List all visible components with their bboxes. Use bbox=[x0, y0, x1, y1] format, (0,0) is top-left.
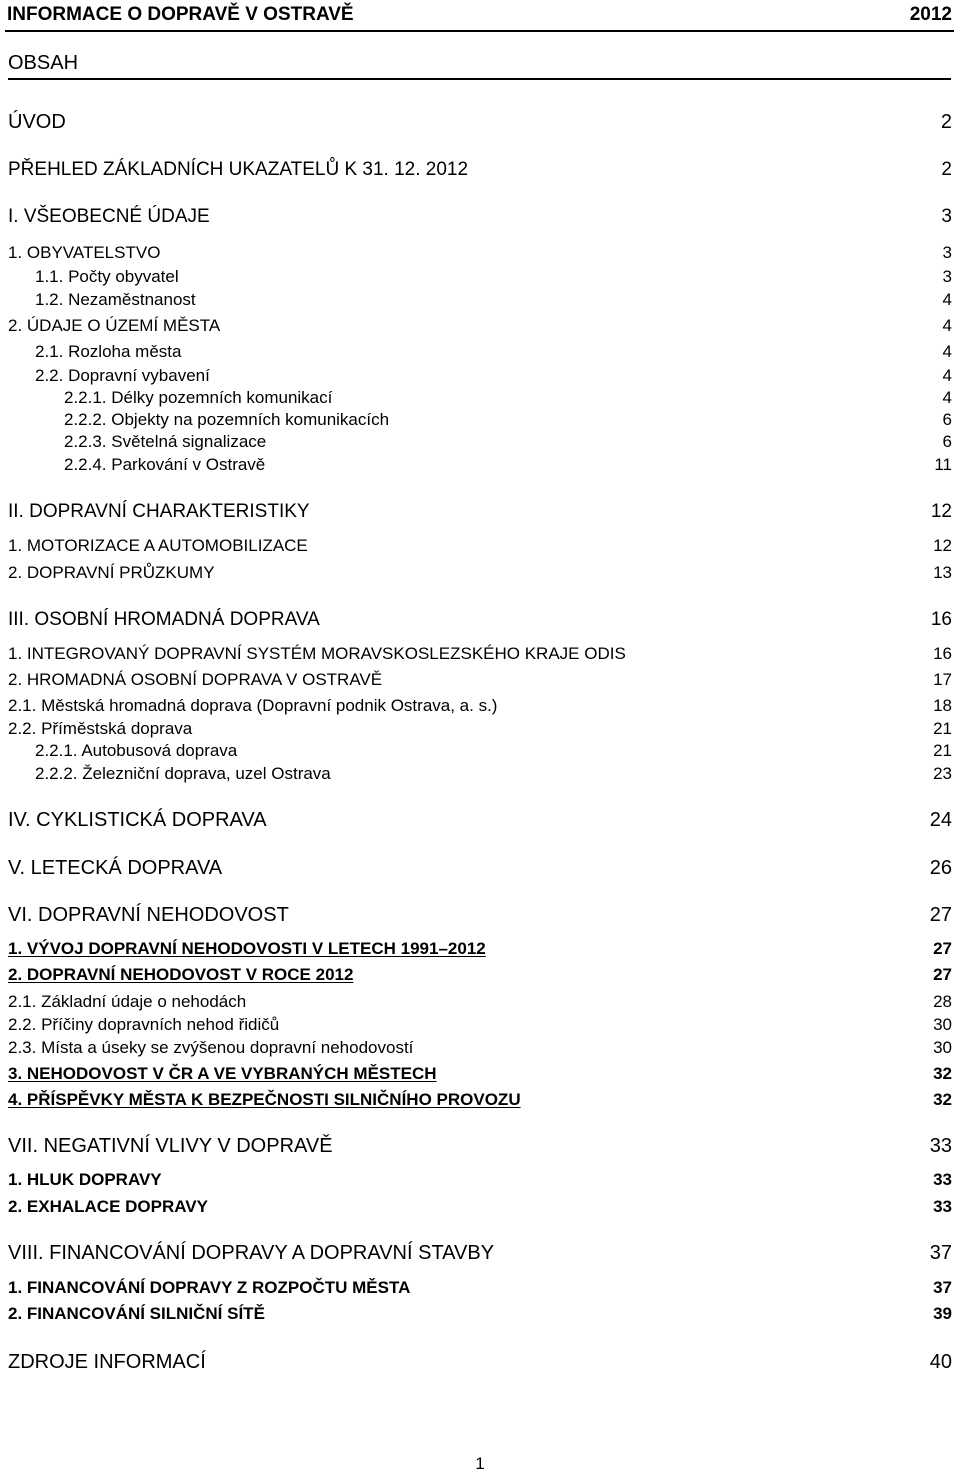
toc-entry-page: 28 bbox=[933, 992, 952, 1011]
toc-entry-page: 32 bbox=[933, 1090, 952, 1109]
toc-entry-page: 16 bbox=[933, 644, 952, 663]
toc-entry bbox=[64, 389, 952, 410]
toc-entry-label: 2.2.4. Parkování v Ostravě bbox=[64, 455, 266, 474]
toc-entry-label: 2. DOPRAVNÍ PRŮZKUMY bbox=[8, 563, 215, 582]
toc-entry-page: 21 bbox=[933, 741, 952, 760]
toc-entry-page: 21 bbox=[933, 719, 952, 738]
toc-entry-label: VIII. FINANCOVÁNÍ DOPRAVY A DOPRAVNÍ STAVBY bbox=[8, 1242, 495, 1264]
toc-entry-label: 2. HROMADNÁ OSOBNÍ DOPRAVA V OSTRAVĚ bbox=[8, 670, 383, 689]
toc-entry-label: ÚVOD bbox=[8, 111, 66, 133]
toc-entry bbox=[8, 966, 952, 987]
toc-entry bbox=[8, 564, 952, 585]
toc-entry-page: 11 bbox=[934, 455, 952, 474]
toc-entry-page: 4 bbox=[942, 366, 952, 385]
toc-entry bbox=[35, 742, 952, 763]
toc-entry-page: 13 bbox=[933, 563, 952, 582]
toc-entry-label: 1. VÝVOJ DOPRAVNÍ NEHODOVOSTI V LETECH 1991–2012 bbox=[8, 939, 486, 958]
toc-entry bbox=[8, 537, 952, 558]
toc-entry bbox=[8, 160, 952, 183]
toc-entry-page: 40 bbox=[929, 1351, 952, 1373]
page-number: 1 bbox=[475, 1454, 485, 1473]
toc-entry bbox=[64, 411, 952, 432]
toc-entry bbox=[8, 720, 952, 741]
toc-entry-label: 4. PŘÍSPĚVKY MĚSTA K BEZPEČNOSTI SILNIČNÍHO PROVOZU bbox=[8, 1090, 521, 1109]
toc-entry-page: 18 bbox=[933, 696, 952, 715]
toc-entry bbox=[8, 1065, 952, 1086]
toc-entry-page: 32 bbox=[933, 1064, 952, 1083]
toc-entry bbox=[35, 343, 952, 364]
toc-entry bbox=[8, 112, 952, 136]
toc-entry bbox=[8, 244, 952, 265]
toc-entry-page: 6 bbox=[942, 410, 952, 429]
toc-entry-page: 37 bbox=[929, 1242, 952, 1264]
toc-entry-label: 1. MOTORIZACE A AUTOMOBILIZACE bbox=[8, 536, 308, 555]
toc-entry-page: 27 bbox=[933, 939, 952, 958]
toc-entry-page: 33 bbox=[929, 1135, 952, 1157]
toc-entry bbox=[8, 810, 952, 834]
toc-entry-page: 39 bbox=[933, 1304, 952, 1323]
toc-entry bbox=[8, 610, 952, 633]
toc-entry-page: 26 bbox=[929, 857, 952, 879]
toc-entry-label: 2.2. Příměstská doprava bbox=[8, 719, 193, 738]
toc-entry-page: 27 bbox=[933, 965, 952, 984]
toc-entry-page: 17 bbox=[933, 670, 952, 689]
toc-entry bbox=[8, 1198, 952, 1219]
toc-entry-page: 12 bbox=[933, 536, 952, 555]
toc-entry-label: 1.1. Počty obyvatel bbox=[35, 267, 179, 286]
toc-entry bbox=[8, 1305, 952, 1326]
toc-entry-label: 2.2.1. Délky pozemních komunikací bbox=[64, 388, 333, 407]
toc-entry-page: 3 bbox=[941, 206, 952, 227]
toc-entry bbox=[8, 905, 952, 929]
toc-entry-page: 33 bbox=[933, 1197, 952, 1216]
toc-entry bbox=[8, 697, 952, 718]
toc-entry bbox=[8, 1039, 952, 1060]
toc-entry-label: I. VŠEOBECNÉ ÚDAJE bbox=[8, 206, 210, 227]
toc-entry-label: 2.2.1. Autobusová doprava bbox=[35, 741, 238, 760]
toc-entry-page: 37 bbox=[933, 1278, 952, 1297]
toc-heading-text: OBSAH bbox=[8, 52, 79, 74]
toc-entry-page: 4 bbox=[942, 342, 952, 361]
toc-entry-page: 30 bbox=[933, 1038, 952, 1057]
toc-entry bbox=[35, 367, 952, 388]
toc-entry-page: 2 bbox=[940, 111, 952, 133]
toc-entry-label: III. OSOBNÍ HROMADNÁ DOPRAVA bbox=[8, 609, 320, 630]
toc-entry-page: 3 bbox=[942, 267, 952, 286]
toc-entry-label: 2.3. Místa a úseky se zvýšenou dopravní nehodovostí bbox=[8, 1038, 414, 1057]
toc-entry-label: 2. FINANCOVÁNÍ SILNIČNÍ SÍTĚ bbox=[8, 1304, 265, 1323]
toc-entry-label: VII. NEGATIVNÍ VLIVY V DOPRAVĚ bbox=[8, 1135, 333, 1157]
toc-entry bbox=[8, 1091, 952, 1112]
toc-entry-label: 3. NEHODOVOST V ČR A VE VYBRANÝCH MĚSTECH bbox=[8, 1064, 437, 1083]
toc-entry-label: 2. ÚDAJE O ÚZEMÍ MĚSTA bbox=[8, 316, 221, 335]
toc-entry bbox=[8, 1243, 952, 1267]
toc-entry-label: 2.2.3. Světelná signalizace bbox=[64, 432, 267, 451]
toc-entry-label: 2. EXHALACE DOPRAVY bbox=[8, 1197, 208, 1216]
toc-entry-label: 2.2.2. Objekty na pozemních komunikacích bbox=[64, 410, 390, 429]
toc-entry-page: 30 bbox=[933, 1015, 952, 1034]
document-year: 2012 bbox=[909, 4, 952, 25]
toc-entry-page: 3 bbox=[942, 243, 952, 262]
toc-entry bbox=[8, 207, 952, 230]
toc-entry-page: 33 bbox=[933, 1170, 952, 1189]
toc-entry-page: 16 bbox=[930, 609, 952, 630]
toc-entry bbox=[8, 1352, 952, 1376]
toc-entry-page: 4 bbox=[942, 388, 952, 407]
toc-entry-label: IV. CYKLISTICKÁ DOPRAVA bbox=[8, 809, 267, 831]
toc-entry-label: VI. DOPRAVNÍ NEHODOVOST bbox=[8, 904, 289, 926]
toc-entry-label: II. DOPRAVNÍ CHARAKTERISTIKY bbox=[8, 501, 310, 522]
toc-entry bbox=[8, 1171, 952, 1192]
toc-entry bbox=[35, 268, 952, 289]
toc-entry-label: PŘEHLED ZÁKLADNÍCH UKAZATELŮ K 31. 12. 2012 bbox=[8, 159, 469, 180]
toc-entry bbox=[8, 671, 952, 692]
toc-entry-label: 2.1. Rozloha města bbox=[35, 342, 182, 361]
toc-entry-label: 1. FINANCOVÁNÍ DOPRAVY Z ROZPOČTU MĚSTA bbox=[8, 1278, 411, 1297]
toc-entry bbox=[8, 317, 952, 338]
toc-entry-label: V. LETECKÁ DOPRAVA bbox=[8, 857, 223, 879]
toc-entry-page: 4 bbox=[942, 316, 952, 335]
toc-entry-label: 2.2. Příčiny dopravních nehod řidičů bbox=[8, 1015, 280, 1034]
toc-entry bbox=[8, 645, 952, 666]
document-header bbox=[5, 0, 954, 32]
document-title: INFORMACE O DOPRAVĚ V OSTRAVĚ bbox=[7, 4, 354, 25]
toc-entry-page: 4 bbox=[942, 290, 952, 309]
toc-heading bbox=[8, 52, 951, 80]
toc-entry-page: 6 bbox=[942, 432, 952, 451]
toc-entry bbox=[64, 456, 952, 477]
toc-entry bbox=[8, 502, 952, 525]
toc-entry-label: ZDROJE INFORMACÍ bbox=[8, 1351, 206, 1373]
toc-entry bbox=[8, 1136, 952, 1160]
toc-entry-label: 1. OBYVATELSTVO bbox=[8, 243, 161, 262]
toc-entry bbox=[8, 1016, 952, 1037]
toc-entry-label: 2.1. Základní údaje o nehodách bbox=[8, 992, 247, 1011]
toc-entry-label: 2.1. Městská hromadná doprava (Dopravní podnik Ostrava, a. s.) bbox=[8, 696, 498, 715]
toc-entry-page: 2 bbox=[941, 159, 952, 180]
toc-entry bbox=[64, 433, 952, 454]
toc-entry bbox=[8, 1279, 952, 1300]
toc-entry bbox=[35, 291, 952, 312]
toc-entry-page: 12 bbox=[930, 501, 952, 522]
toc-entry-label: 1.2. Nezaměstnanost bbox=[35, 290, 196, 309]
toc-entry-label: 2.2.2. Železniční doprava, uzel Ostrava bbox=[35, 764, 331, 783]
toc-entry-label: 1. INTEGROVANÝ DOPRAVNÍ SYSTÉM MORAVSKOSLEZSKÉHO KRAJE ODIS bbox=[8, 644, 626, 663]
toc-entry-page: 24 bbox=[929, 809, 952, 831]
toc-entry-label: 1. HLUK DOPRAVY bbox=[8, 1170, 162, 1189]
toc-entry bbox=[8, 858, 952, 882]
toc-entry bbox=[35, 765, 952, 786]
toc-entry-page: 23 bbox=[933, 764, 952, 783]
toc-entry-label: 2.2. Dopravní vybavení bbox=[35, 366, 210, 385]
toc-entry bbox=[8, 940, 952, 961]
toc-entry-label: 2. DOPRAVNÍ NEHODOVOST V ROCE 2012 bbox=[8, 965, 354, 984]
toc-entry-page: 27 bbox=[929, 904, 952, 926]
toc-entry bbox=[8, 993, 952, 1014]
